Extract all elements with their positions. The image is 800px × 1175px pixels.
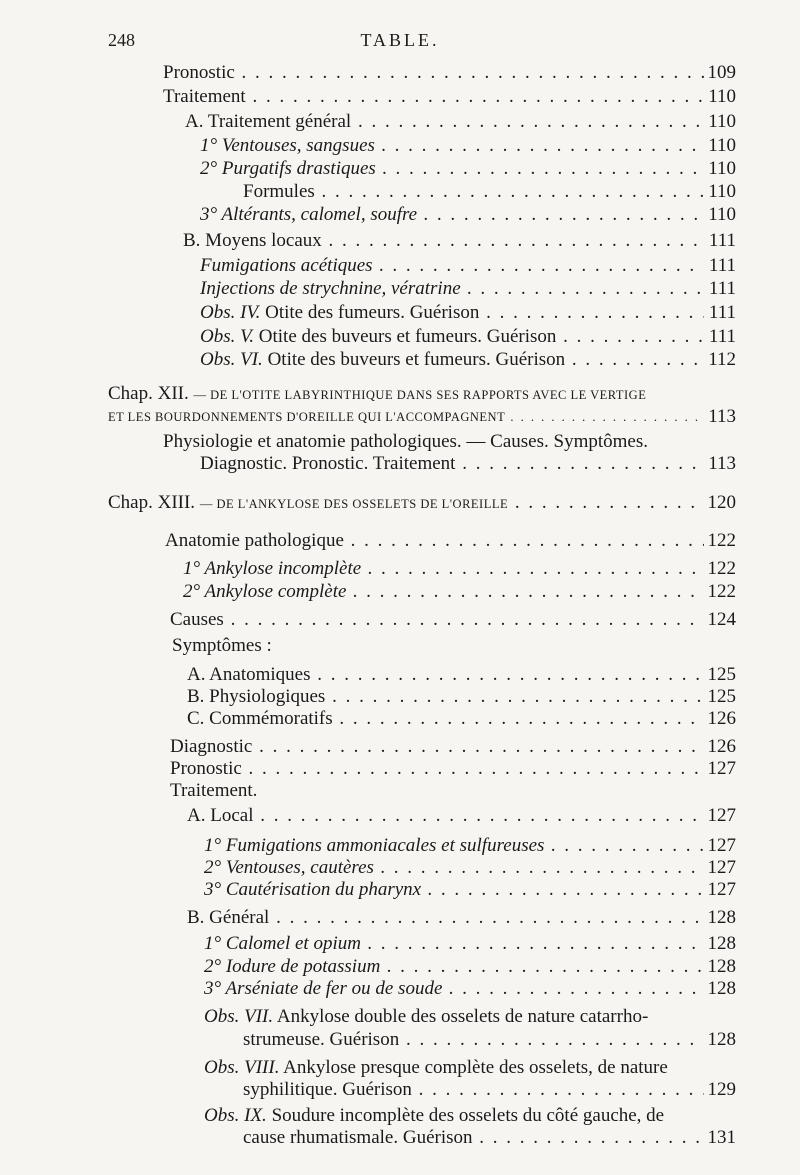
toc-entry: 1° Ankylose incomplète . . . 122 xyxy=(0,557,800,581)
toc-entry: cause rhumatismale. Guérison . . . 131 xyxy=(0,1126,800,1150)
toc-entry: 2° Ankylose complète . . . 122 xyxy=(0,580,800,604)
page-title: TABLE. xyxy=(360,30,440,50)
section-label: Symptômes : xyxy=(172,635,272,656)
toc-entry: Injections de strychnine, vératrine . . . 111 xyxy=(0,277,800,301)
toc-entry: 3° Altérants, calomel, soufre . . . 110 xyxy=(0,203,800,227)
toc-entry: 3° Arséniate de fer ou de soude . . . 128 xyxy=(0,977,800,1001)
observation-line: Obs. VII. Ankylose double des osselets de nature catarrho- xyxy=(204,1006,649,1027)
toc-entry: 3° Cautérisation du pharynx . . . 127 xyxy=(0,878,800,902)
toc-entry: B. Général . . . 128 xyxy=(0,906,800,930)
toc-entry: B. Moyens locaux . . . 111 xyxy=(0,229,800,253)
toc-entry: 2° Purgatifs drastiques . . . 110 xyxy=(0,157,800,181)
toc-entry: Obs. VI. Otite des buveurs et fumeurs. Guérison . . . 112 xyxy=(0,348,800,372)
toc-entry: A. Traitement général . . . 110 xyxy=(0,110,800,134)
toc-entry: 2° Ventouses, cautères . . . 127 xyxy=(0,856,800,880)
toc-entry: Diagnostic . . . 126 xyxy=(0,735,800,759)
toc-entry: Causes . . . 124 xyxy=(0,608,800,632)
chapter-heading: Chap. XIII. — DE L'ANKYLOSE DES OSSELETS DE L'OREILLE . . . 120 xyxy=(0,491,800,515)
toc-entry: strumeuse. Guérison . . . 128 xyxy=(0,1028,800,1052)
chapter-heading-cont: ET LES BOURDONNEMENTS D'OREILLE QUI L'ACCOMPAGNENT . . . 113 xyxy=(0,405,800,429)
toc-entry: C. Commémoratifs . . . 126 xyxy=(0,707,800,731)
toc-entry: A. Local . . . 127 xyxy=(0,804,800,828)
toc-entry: Obs. V. Otite des buveurs et fumeurs. Guérison . . . 111 xyxy=(0,325,800,349)
toc-entry: A. Anatomiques . . . 125 xyxy=(0,663,800,687)
toc-entry: 1° Ventouses, sangsues . . . 110 xyxy=(0,134,800,158)
toc-entry: Fumigations acétiques . . . 111 xyxy=(0,254,800,278)
toc-entry: Anatomie pathologique . . . 122 xyxy=(0,529,800,553)
toc-entry: Obs. IV. Otite des fumeurs. Guérison . . . 111 xyxy=(0,301,800,325)
chapter-heading: Chap. XII. — DE L'OTITE LABYRINTHIQUE DANS SES RAPPORTS AVEC LE VERTIGE xyxy=(108,383,647,404)
toc-entry: Formules . . . 110 xyxy=(0,180,800,204)
toc-entry: 2° Iodure de potassium . . . 128 xyxy=(0,955,800,979)
toc-entry: syphilitique. Guérison . . . 129 xyxy=(0,1078,800,1102)
toc-entry: Pronostic . . . 109 xyxy=(0,61,800,85)
toc-entry: 1° Calomel et opium . . . 128 xyxy=(0,932,800,956)
toc-entry: Pronostic . . . 127 xyxy=(0,757,800,781)
section-label: Traitement. xyxy=(170,780,258,801)
observation-line: Obs. VIII. Ankylose presque complète des osselets, de nature xyxy=(204,1057,668,1078)
observation-line: Obs. IX. Soudure incomplète des osselets du côté gauche, de xyxy=(204,1105,665,1126)
toc-entry: Diagnostic. Pronostic. Traitement . . . 113 xyxy=(0,452,800,476)
page-header xyxy=(0,30,800,54)
page-number: 248 xyxy=(108,30,135,50)
toc-entry: B. Physiologiques . . . 125 xyxy=(0,685,800,709)
toc-entry: 1° Fumigations ammoniacales et sulfureuses . . . 127 xyxy=(0,834,800,858)
chapter-summary: Physiologie et anatomie pathologiques. — Causes. Symptômes. xyxy=(163,431,648,452)
toc-entry: Traitement . . . 110 xyxy=(0,85,800,109)
